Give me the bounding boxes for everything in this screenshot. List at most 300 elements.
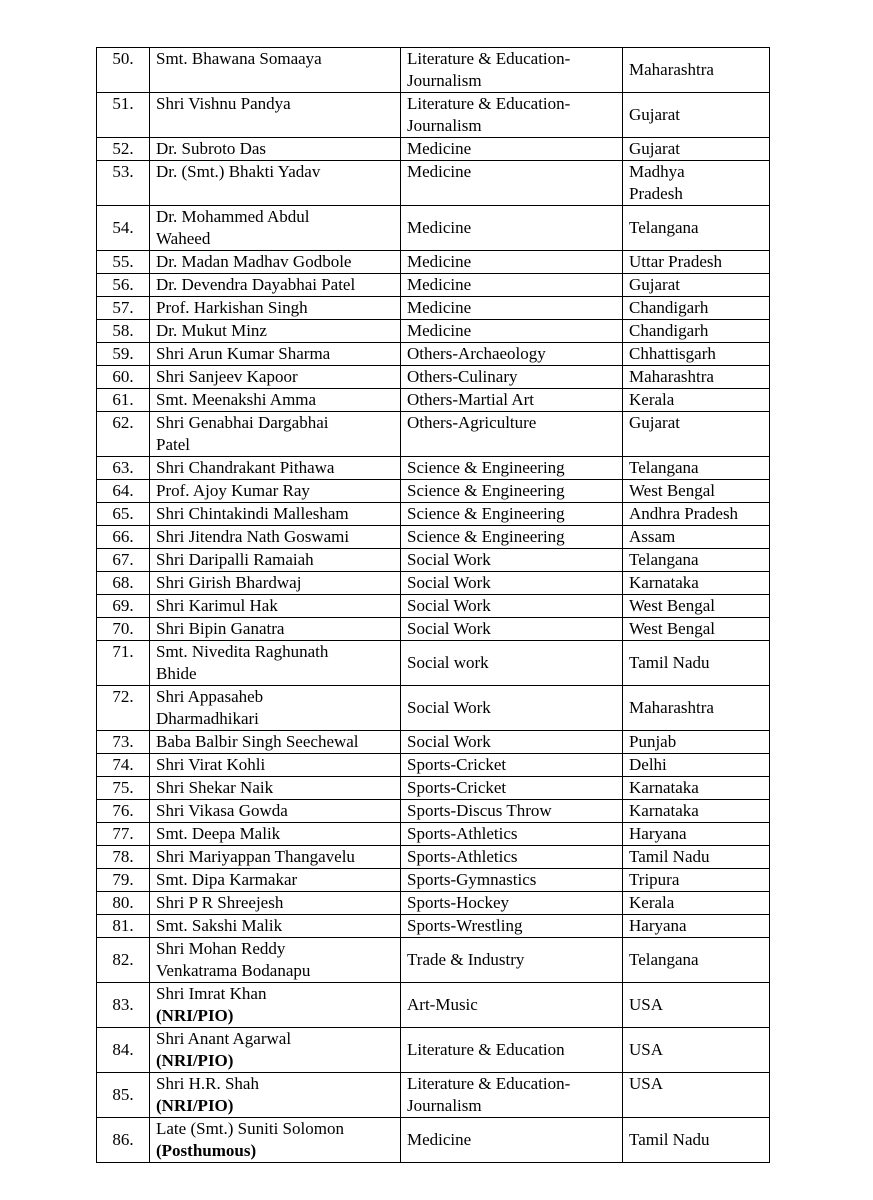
award-field-cell [401, 1118, 623, 1163]
table-row [97, 731, 770, 754]
table-row [97, 480, 770, 503]
awardee-state-cell [623, 800, 770, 823]
awardee-category-tag: (NRI/PIO) [156, 1096, 234, 1115]
awardee-name-cell [150, 48, 401, 93]
awardee-name-line: Late (Smt.) Suniti Solomon [156, 1119, 344, 1138]
awardee-name-cell [150, 93, 401, 138]
awardee-state-line: Karnataka [629, 573, 699, 592]
award-field-line: Medicine [407, 321, 472, 340]
serial-number-cell: 65. [97, 503, 150, 526]
awardee-name-line: Shri Jitendra Nath Goswami [156, 527, 350, 546]
award-field-cell [401, 777, 623, 800]
award-field-line: Others-Martial Art [407, 390, 534, 409]
serial-number-cell: 77. [97, 823, 150, 846]
awardee-state-cell [623, 389, 770, 412]
serial-number-cell: 64. [97, 480, 150, 503]
table-row [97, 754, 770, 777]
awardee-state-line: West Bengal [629, 619, 715, 638]
awardee-state-cell [623, 343, 770, 366]
awardee-state-line: Uttar Pradesh [629, 252, 723, 271]
serial-number-cell: 67. [97, 549, 150, 572]
award-field-line: Literature & Education- [407, 49, 571, 68]
awardee-state-line: West Bengal [629, 481, 715, 500]
awardee-name-cell [150, 274, 401, 297]
award-field-cell [401, 93, 623, 138]
awardee-category-tag: (NRI/PIO) [156, 1006, 234, 1025]
award-field-cell [401, 1073, 623, 1118]
awardee-state-line: Telangana [629, 550, 699, 569]
award-field-line: Science & Engineering [407, 527, 565, 546]
award-field-line: Sports-Cricket [407, 778, 507, 797]
award-field-cell [401, 754, 623, 777]
table-row [97, 366, 770, 389]
awardee-state-cell [623, 983, 770, 1028]
awardee-name-cell [150, 915, 401, 938]
awardee-state-line: Tamil Nadu [629, 1130, 710, 1149]
award-field-cell [401, 869, 623, 892]
table-row [97, 274, 770, 297]
awardee-name-line: Dr. Mohammed Abdul [156, 207, 310, 226]
serial-number-cell: 78. [97, 846, 150, 869]
awardee-name-line: Shri Karimul Hak [156, 596, 278, 615]
awardee-name-cell [150, 457, 401, 480]
serial-number-cell: 59. [97, 343, 150, 366]
awardee-name-line: Smt. Bhawana Somaaya [156, 49, 322, 68]
table-row [97, 869, 770, 892]
awardee-state-cell [623, 777, 770, 800]
table-row [97, 93, 770, 138]
awardee-name-cell [150, 343, 401, 366]
awardee-name-line: Venkatrama Bodanapu [156, 961, 311, 980]
awardee-name-cell [150, 572, 401, 595]
table-row [97, 138, 770, 161]
awardee-name-line: Shri Mohan Reddy [156, 939, 286, 958]
table-row [97, 526, 770, 549]
awardee-state-line: West Bengal [629, 596, 715, 615]
awardee-state-line: Assam [629, 527, 676, 546]
awardee-name-cell [150, 389, 401, 412]
award-field-cell [401, 731, 623, 754]
awardee-name-line: Patel [156, 435, 190, 454]
serial-number-cell: 82. [97, 938, 150, 983]
award-field-line: Sports-Wrestling [407, 916, 523, 935]
awardee-name-cell [150, 686, 401, 731]
awardee-state-cell [623, 320, 770, 343]
table-row [97, 983, 770, 1028]
awardee-name-line: Baba Balbir Singh Seechewal [156, 732, 359, 751]
awardee-name-line: Shri Virat Kohli [156, 755, 266, 774]
awardee-state-cell [623, 1073, 770, 1118]
awardee-name-line: Shri Imrat Khan [156, 984, 267, 1003]
serial-number-cell: 68. [97, 572, 150, 595]
awardee-state-cell [623, 503, 770, 526]
serial-number-cell: 55. [97, 251, 150, 274]
awardee-name-cell [150, 800, 401, 823]
serial-number-cell: 72. [97, 686, 150, 731]
awardee-name-line: Shri Genabhai Dargabhai [156, 413, 329, 432]
awardee-state-cell [623, 274, 770, 297]
awardees-table [96, 47, 770, 1163]
award-field-line: Sports-Athletics [407, 847, 518, 866]
award-field-line: Others-Culinary [407, 367, 518, 386]
awardee-state-line: Maharashtra [629, 60, 714, 79]
serial-number-cell: 86. [97, 1118, 150, 1163]
award-field-line: Social Work [407, 698, 491, 717]
awardee-name-cell [150, 777, 401, 800]
table-row [97, 549, 770, 572]
awardee-state-cell [623, 48, 770, 93]
awardee-state-line: Chandigarh [629, 298, 709, 317]
awardee-name-cell [150, 595, 401, 618]
awardee-name-line: Shri Bipin Ganatra [156, 619, 285, 638]
award-field-line: Social work [407, 653, 489, 672]
serial-number-cell: 57. [97, 297, 150, 320]
awardee-name-line: Shri Mariyappan Thangavelu [156, 847, 355, 866]
awardee-state-cell [623, 480, 770, 503]
award-field-line: Sports-Cricket [407, 755, 507, 774]
awardee-state-line: Andhra Pradesh [629, 504, 739, 523]
serial-number-cell: 52. [97, 138, 150, 161]
awardee-state-line: Madhya [629, 162, 685, 181]
awardee-state-line: Kerala [629, 893, 675, 912]
awardee-state-cell [623, 572, 770, 595]
awardee-state-line: Telangana [629, 458, 699, 477]
table-row [97, 389, 770, 412]
awardee-state-line: Tamil Nadu [629, 847, 710, 866]
awardee-state-line: Kerala [629, 390, 675, 409]
award-field-line: Sports-Hockey [407, 893, 509, 912]
awardee-state-line: Pradesh [629, 184, 683, 203]
awardee-state-cell [623, 686, 770, 731]
awardee-name-line: Shri Vishnu Pandya [156, 94, 291, 113]
award-field-cell [401, 138, 623, 161]
awardee-state-cell [623, 846, 770, 869]
serial-number-cell: 84. [97, 1028, 150, 1073]
award-field-line: Literature & Education- [407, 1074, 571, 1093]
awardee-state-cell [623, 892, 770, 915]
award-field-line: Literature & Education [407, 1040, 565, 1059]
award-field-cell [401, 366, 623, 389]
award-field-cell [401, 343, 623, 366]
awardee-state-line: Gujarat [629, 275, 680, 294]
awardee-state-line: Delhi [629, 755, 667, 774]
awardee-state-cell [623, 251, 770, 274]
serial-number-cell: 74. [97, 754, 150, 777]
awardee-name-line: Smt. Dipa Karmakar [156, 870, 298, 889]
awardee-state-cell [623, 823, 770, 846]
awardee-name-cell [150, 846, 401, 869]
award-field-line: Medicine [407, 298, 472, 317]
awardee-name-line: Shri Chandrakant Pithawa [156, 458, 335, 477]
serial-number-cell: 51. [97, 93, 150, 138]
awardee-state-cell [623, 641, 770, 686]
awardee-state-cell [623, 754, 770, 777]
awardee-name-cell [150, 366, 401, 389]
awardee-name-line: Bhide [156, 664, 197, 683]
table-row [97, 618, 770, 641]
table-row [97, 800, 770, 823]
award-field-cell [401, 892, 623, 915]
table-row [97, 206, 770, 251]
award-field-cell [401, 823, 623, 846]
award-field-line: Trade & Industry [407, 950, 525, 969]
awardee-state-cell [623, 138, 770, 161]
serial-number-cell: 54. [97, 206, 150, 251]
awardee-name-cell [150, 320, 401, 343]
awardee-state-line: Tamil Nadu [629, 653, 710, 672]
award-field-line: Art-Music [407, 995, 478, 1014]
awardee-state-cell [623, 526, 770, 549]
awardees-table-body [97, 48, 770, 1163]
awardee-name-cell [150, 526, 401, 549]
awardee-name-line: Shri Appasaheb [156, 687, 264, 706]
awardee-name-line: Shri Vikasa Gowda [156, 801, 288, 820]
awardee-name-line: Smt. Nivedita Raghunath [156, 642, 329, 661]
serial-number-cell: 61. [97, 389, 150, 412]
awardee-name-cell [150, 503, 401, 526]
awardee-name-cell [150, 1073, 401, 1118]
award-field-cell [401, 800, 623, 823]
awardee-state-line: Haryana [629, 824, 687, 843]
award-field-cell [401, 915, 623, 938]
awardee-name-line: Shri Chintakindi Mallesham [156, 504, 349, 523]
award-field-line: Others-Archaeology [407, 344, 546, 363]
serial-number-cell: 81. [97, 915, 150, 938]
awardee-name-cell [150, 754, 401, 777]
award-field-cell [401, 274, 623, 297]
awardee-category-tag: (Posthumous) [156, 1141, 257, 1160]
award-field-cell [401, 641, 623, 686]
awardee-name-line: Shri Shekar Naik [156, 778, 274, 797]
table-row [97, 572, 770, 595]
awardee-state-line: USA [629, 995, 664, 1014]
awardee-name-line: Dharmadhikari [156, 709, 259, 728]
awardee-state-cell [623, 412, 770, 457]
awardee-name-line: Shri Anant Agarwal [156, 1029, 292, 1048]
award-field-line: Science & Engineering [407, 458, 565, 477]
award-field-cell [401, 206, 623, 251]
awardee-name-cell [150, 641, 401, 686]
awardee-state-line: Chhattisgarh [629, 344, 716, 363]
table-row [97, 892, 770, 915]
award-field-line: Medicine [407, 252, 472, 271]
award-field-cell [401, 48, 623, 93]
award-field-cell [401, 480, 623, 503]
serial-number-cell: 58. [97, 320, 150, 343]
award-field-line: Social Work [407, 573, 491, 592]
awardee-name-cell [150, 206, 401, 251]
awardee-name-line: Smt. Meenakshi Amma [156, 390, 317, 409]
award-field-cell [401, 983, 623, 1028]
awardee-name-cell [150, 938, 401, 983]
award-field-line: Sports-Athletics [407, 824, 518, 843]
awardee-name-line: Shri Sanjeev Kapoor [156, 367, 298, 386]
award-field-cell [401, 251, 623, 274]
table-row [97, 823, 770, 846]
awardee-state-line: USA [629, 1074, 664, 1093]
table-row [97, 777, 770, 800]
serial-number-cell: 79. [97, 869, 150, 892]
awardee-name-line: Smt. Deepa Malik [156, 824, 281, 843]
awardee-name-cell [150, 161, 401, 206]
serial-number-cell: 66. [97, 526, 150, 549]
table-row [97, 161, 770, 206]
awardee-name-cell [150, 412, 401, 457]
award-field-line: Sports-Discus Throw [407, 801, 552, 820]
awardee-category-tag: (NRI/PIO) [156, 1051, 234, 1070]
awardee-state-cell [623, 457, 770, 480]
awardee-name-cell [150, 618, 401, 641]
awardee-name-cell [150, 731, 401, 754]
awardee-name-line: Waheed [156, 229, 211, 248]
serial-number-cell: 80. [97, 892, 150, 915]
award-field-cell [401, 457, 623, 480]
awardee-state-cell [623, 161, 770, 206]
serial-number-cell: 73. [97, 731, 150, 754]
awardee-state-cell [623, 206, 770, 251]
table-row [97, 503, 770, 526]
awardee-name-line: Shri Girish Bhardwaj [156, 573, 302, 592]
awardee-state-line: Gujarat [629, 105, 680, 124]
award-field-cell [401, 526, 623, 549]
awardee-name-line: Smt. Sakshi Malik [156, 916, 283, 935]
awardee-name-cell [150, 297, 401, 320]
awardee-state-line: Maharashtra [629, 698, 714, 717]
table-row [97, 48, 770, 93]
awardee-state-line: Chandigarh [629, 321, 709, 340]
table-row [97, 1028, 770, 1073]
awardee-state-cell [623, 915, 770, 938]
serial-number-cell: 53. [97, 161, 150, 206]
award-field-line: Literature & Education- [407, 94, 571, 113]
awardee-name-cell [150, 138, 401, 161]
award-field-cell [401, 846, 623, 869]
awardee-name-cell [150, 892, 401, 915]
awardee-name-line: Shri P R Shreejesh [156, 893, 284, 912]
awardee-state-cell [623, 1028, 770, 1073]
awardee-state-line: Karnataka [629, 778, 699, 797]
award-field-line: Social Work [407, 732, 491, 751]
awardee-name-line: Dr. Madan Madhav Godbole [156, 252, 352, 271]
awardee-name-cell [150, 869, 401, 892]
award-field-cell [401, 161, 623, 206]
award-field-cell [401, 297, 623, 320]
table-row [97, 938, 770, 983]
awardee-state-cell [623, 731, 770, 754]
award-field-cell [401, 686, 623, 731]
awardee-name-line: Dr. Subroto Das [156, 139, 267, 158]
awardee-state-line: Karnataka [629, 801, 699, 820]
award-field-line: Science & Engineering [407, 504, 565, 523]
awardee-state-cell [623, 938, 770, 983]
awardee-name-cell [150, 1118, 401, 1163]
award-field-line: Journalism [407, 116, 482, 135]
awardee-name-cell [150, 1028, 401, 1073]
award-field-line: Medicine [407, 162, 472, 181]
table-row [97, 1073, 770, 1118]
awardee-name-line: Shri Arun Kumar Sharma [156, 344, 331, 363]
award-field-line: Journalism [407, 1096, 482, 1115]
awardee-state-line: Punjab [629, 732, 677, 751]
award-field-line: Sports-Gymnastics [407, 870, 537, 889]
awardee-state-line: Maharashtra [629, 367, 714, 386]
award-field-line: Journalism [407, 71, 482, 90]
award-field-cell [401, 320, 623, 343]
award-field-cell [401, 938, 623, 983]
award-field-cell [401, 618, 623, 641]
awardee-state-cell [623, 595, 770, 618]
serial-number-cell: 70. [97, 618, 150, 641]
award-field-line: Science & Engineering [407, 481, 565, 500]
awardee-name-line: Dr. Mukut Minz [156, 321, 267, 340]
awardee-state-line: Haryana [629, 916, 687, 935]
awardee-state-cell [623, 93, 770, 138]
awardee-name-line: Prof. Harkishan Singh [156, 298, 308, 317]
awardee-state-cell [623, 366, 770, 389]
table-row [97, 1118, 770, 1163]
award-field-line: Social Work [407, 619, 491, 638]
awardee-state-line: Tripura [629, 870, 680, 889]
table-row [97, 320, 770, 343]
award-field-line: Others-Agriculture [407, 413, 537, 432]
awardee-name-cell [150, 983, 401, 1028]
serial-number-cell: 62. [97, 412, 150, 457]
award-field-cell [401, 595, 623, 618]
serial-number-cell: 69. [97, 595, 150, 618]
table-row [97, 297, 770, 320]
award-field-line: Medicine [407, 218, 472, 237]
serial-number-cell: 50. [97, 48, 150, 93]
serial-number-cell: 63. [97, 457, 150, 480]
award-field-line: Medicine [407, 1130, 472, 1149]
serial-number-cell: 75. [97, 777, 150, 800]
serial-number-cell: 85. [97, 1073, 150, 1118]
awardee-name-cell [150, 251, 401, 274]
award-field-cell [401, 572, 623, 595]
serial-number-cell: 76. [97, 800, 150, 823]
table-row [97, 846, 770, 869]
award-field-cell [401, 1028, 623, 1073]
awardee-state-cell [623, 297, 770, 320]
table-row [97, 641, 770, 686]
awardee-state-line: Telangana [629, 218, 699, 237]
awardee-name-cell [150, 549, 401, 572]
awardee-name-cell [150, 823, 401, 846]
award-field-cell [401, 549, 623, 572]
awardee-name-line: Shri Daripalli Ramaiah [156, 550, 314, 569]
awardee-name-line: Prof. Ajoy Kumar Ray [156, 481, 310, 500]
award-field-line: Social Work [407, 596, 491, 615]
awardee-state-line: Gujarat [629, 413, 680, 432]
award-field-line: Medicine [407, 275, 472, 294]
serial-number-cell: 56. [97, 274, 150, 297]
serial-number-cell: 71. [97, 641, 150, 686]
awardee-name-line: Dr. Devendra Dayabhai Patel [156, 275, 356, 294]
table-row [97, 686, 770, 731]
awardee-state-cell [623, 869, 770, 892]
awardee-name-line: Dr. (Smt.) Bhakti Yadav [156, 162, 321, 181]
table-row [97, 595, 770, 618]
awardee-state-line: USA [629, 1040, 664, 1059]
table-row [97, 343, 770, 366]
awardee-name-line: Shri H.R. Shah [156, 1074, 259, 1093]
table-row [97, 915, 770, 938]
award-field-cell [401, 412, 623, 457]
table-row [97, 251, 770, 274]
award-field-cell [401, 503, 623, 526]
award-field-line: Medicine [407, 139, 472, 158]
awardee-state-line: Telangana [629, 950, 699, 969]
